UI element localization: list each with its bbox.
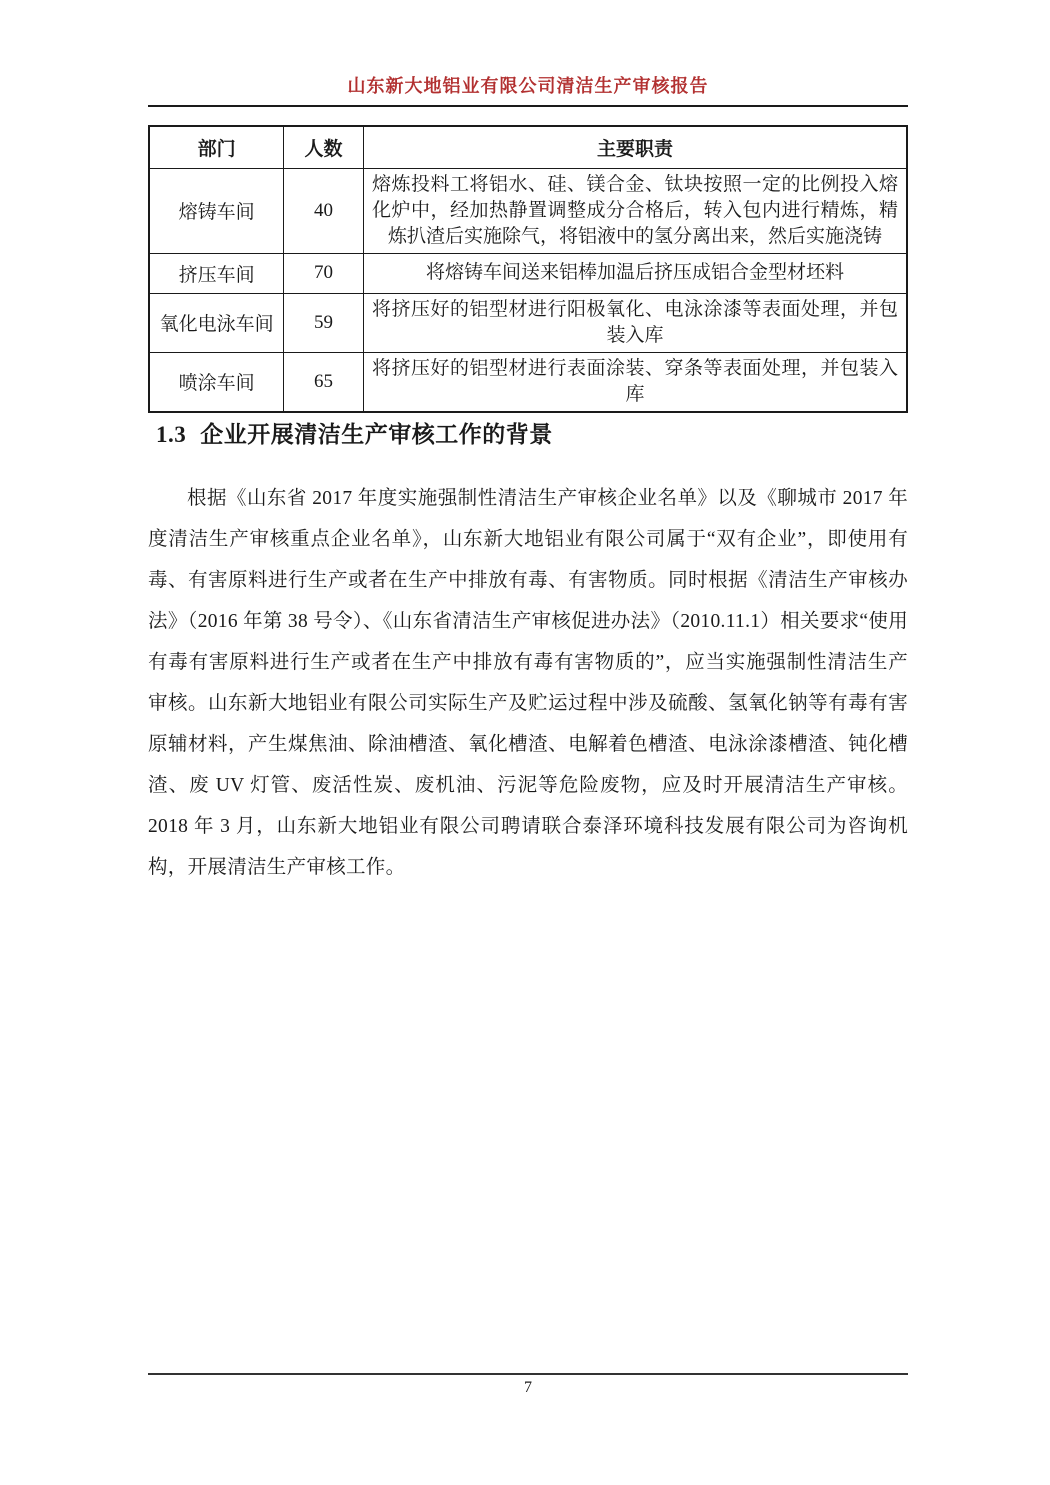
duty-cell: 将挤压好的铝型材进行表面涂装、穿条等表面处理，并包装入库 [363, 352, 907, 412]
page-footer [148, 1373, 908, 1397]
department-cell: 喷涂车间 [149, 352, 284, 412]
department-cell: 熔铸车间 [149, 168, 284, 253]
department-cell: 挤压车间 [149, 253, 284, 293]
page-header [148, 0, 908, 107]
count-cell: 65 [284, 352, 364, 412]
column-header-count: 人数 [284, 126, 364, 168]
table-row [149, 293, 907, 352]
table-row [149, 352, 907, 412]
page-number: 7 [524, 1379, 532, 1396]
department-cell: 氧化电泳车间 [149, 293, 284, 352]
column-header-department: 部门 [149, 126, 284, 168]
count-cell: 40 [284, 168, 364, 253]
section-heading [156, 416, 908, 449]
duty-cell: 熔炼投料工将铝水、硅、镁合金、钛块按照一定的比例投入熔化炉中，经加热静置调整成分合格后，转入包内进行精炼，精炼扒渣后实施除气，将铝液中的氢分离出来，然后实施浇铸 [363, 168, 907, 253]
duty-cell: 将熔铸车间送来铝棒加温后挤压成铝合金型材坯料 [363, 253, 907, 293]
count-cell: 59 [284, 293, 364, 352]
header-divider [148, 105, 908, 107]
section-title: 企业开展清洁生产审核工作的背景 [200, 422, 553, 447]
count-cell: 70 [284, 253, 364, 293]
column-header-duty: 主要职责 [363, 126, 907, 168]
duty-cell: 将挤压好的铝型材进行阳极氧化、电泳涂漆等表面处理，并包装入库 [363, 293, 907, 352]
report-title: 山东新大地铝业有限公司清洁生产审核报告 [347, 76, 709, 96]
table-row [149, 253, 907, 293]
table-header-row [149, 126, 907, 168]
department-table [148, 125, 908, 413]
table-row [149, 168, 907, 253]
section-number: 1.3 [156, 422, 187, 447]
footer-divider [148, 1373, 908, 1375]
body-paragraph: 根据《山东省 2017 年度实施强制性清洁生产审核企业名单》以及《聊城市 2017 年度清洁生产审核重点企业名单》，山东新大地铝业有限公司属于“双有企业”，即使用有毒、有害原料进行生产或者在生产中排放有毒、有害物质。同时根据《清洁生产审核办法》（2016 年第 38 号令）、《山东省清洁生产审核促进办法》（2010.11.1）相关要求“使用有毒有害原料进行生产或者在生产中排放有毒有害物质的”，应当实施强制性清洁生产审核。山东新大地铝业有限公司实际生产及贮运过程中涉及硫酸、氢氧化钠等有毒有害原辅材料，产生煤焦油、除油槽渣、氧化槽渣、电解着色槽渣、电泳涂漆槽渣、钝化槽渣、废 UV 灯管、废活性炭、废机油、污泥等危险废物，应及时开展清洁生产审核。2018 年 3 月，山东新大地铝业有限公司聘请联合泰泽环境科技发展有限公司为咨询机构，开展清洁生产审核工作。 [148, 488, 908, 878]
